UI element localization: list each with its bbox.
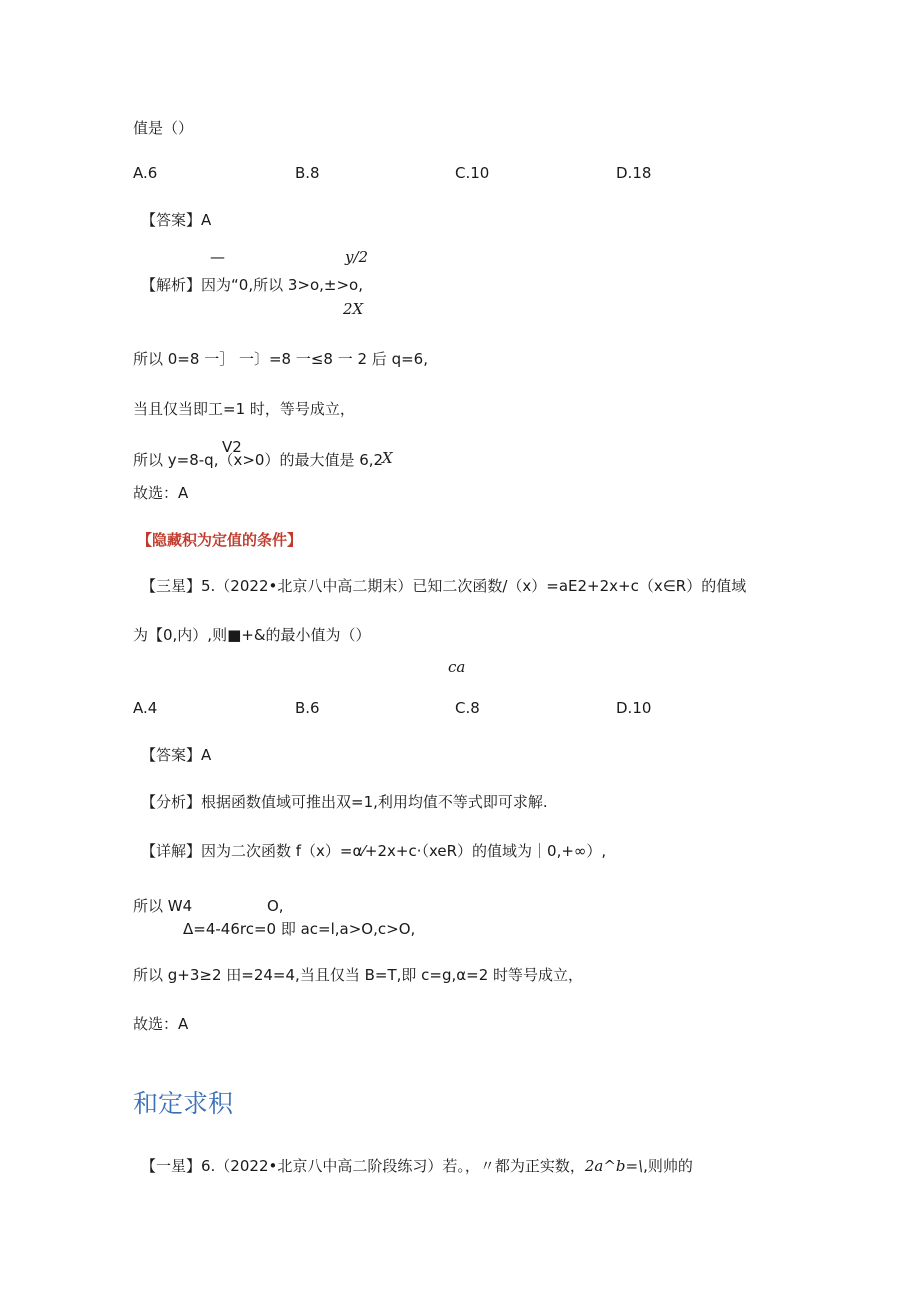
answer-line: 【答案】A <box>141 211 212 229</box>
text-line: 所以 g+3≥2 田=24=4,当且仅当 B=T,即 c=g,α=2 时等号成立， <box>133 966 584 984</box>
text-line: Δ=4-46rc=0 即 ac=l,a>O,c>O, <box>183 920 416 938</box>
option-b: B.8 <box>295 164 320 182</box>
fraction-denominator: ca <box>448 658 466 676</box>
fraction-denominator: 2X <box>343 300 364 318</box>
question-stem: 【三星】5.（2022•北京八中高二期末）已知二次函数/（x）=aE2+2x+c（x∈R）的值域 <box>141 577 747 595</box>
italic-expression: 2a^b=\ <box>584 1157 644 1175</box>
section-heading: 【隐藏积为定值的条件】 <box>137 531 303 549</box>
italic-symbol: X <box>382 449 393 467</box>
text-line: 所以 y=8-q,（x>0）的最大值是 6,2 <box>133 451 384 469</box>
option-c: C.10 <box>455 164 490 182</box>
analysis-line: 【解析】因为“0,所以 3>o,±>o, <box>141 276 363 294</box>
fraction-bar: — <box>210 248 225 266</box>
option-d: D.10 <box>616 699 652 717</box>
section-title: 和定求积 <box>133 1089 234 1118</box>
text-line: 当且仅当即工=1 时，等号成立， <box>133 400 355 418</box>
question-stem <box>141 1157 693 1175</box>
option-c: C.8 <box>455 699 480 717</box>
option-d: D.18 <box>616 164 652 182</box>
question-stem-cont: 为【0,内）,则■+&的最小值为（） <box>133 626 371 644</box>
option-b: B.6 <box>295 699 320 717</box>
option-a: A.4 <box>133 699 158 717</box>
detail-line: 【详解】因为二次函数 f（x）=α⁄+2x+c·（xeR）的值域为｜0,+∞）, <box>141 842 607 860</box>
text-line: 所以 W4 <box>133 897 193 915</box>
answer-line: 【答案】A <box>141 746 212 764</box>
option-a: A.6 <box>133 164 158 182</box>
question-stem-text: 【一星】6.（2022•北京八中高二阶段练习）若。，〃都为正实数， <box>141 1157 585 1175</box>
question-stem-tail: ,则帅的 <box>643 1157 693 1175</box>
text-line: 所以 0=8 一］ 一〕=8 一≤8 一 2 后 q=6, <box>133 350 428 368</box>
text-line: 故选：A <box>133 484 189 502</box>
text-line: 值是（） <box>133 119 194 137</box>
analysis-line: 【分析】根据函数值域可推出双=1,利用均值不等式即可求解. <box>141 793 548 811</box>
text-line: 故选：A <box>133 1015 189 1033</box>
text-fragment: O, <box>267 897 284 915</box>
fraction-numerator: y/2 <box>345 248 369 266</box>
superscript-label: V2 <box>222 438 242 456</box>
